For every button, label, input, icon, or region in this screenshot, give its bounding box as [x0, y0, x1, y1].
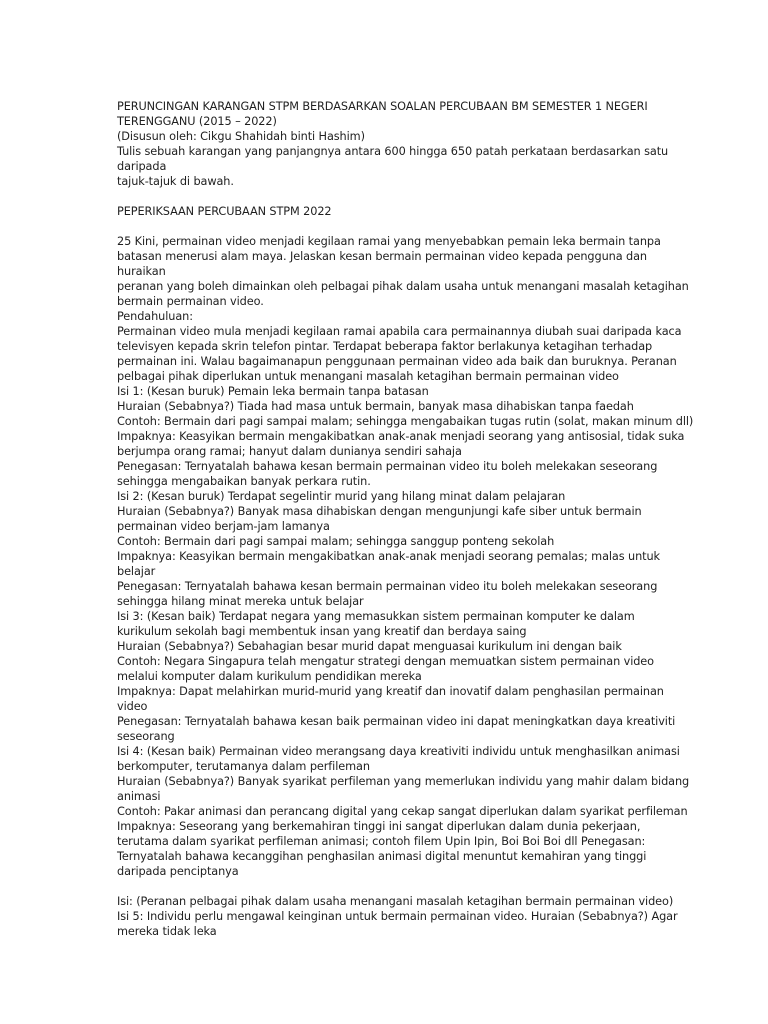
text-line: melalui komputer dalam kurikulum pendidikan mereka — [117, 670, 422, 683]
text-line: Isi 1: (Kesan buruk) Pemain leka bermain tanpa batasan — [117, 385, 429, 398]
text-line: Isi: (Peranan pelbagai pihak dalam usaha menangani masalah ketagihan bermain permainan video) — [117, 895, 674, 908]
text-line: kurikulum sekolah bagi membentuk insan yang kreatif dan berdaya saing — [117, 625, 527, 638]
text-line: batasan menerusi alam maya. Jelaskan kesan bermain permainan video kepada pengguna dan — [117, 250, 647, 263]
text-line: peranan yang boleh dimainkan oleh pelbagai pihak dalam usaha untuk menangani masalah ketagihan — [117, 280, 689, 293]
text-line: sehingga hilang minat mereka untuk belajar — [117, 595, 364, 608]
text-line: belajar — [117, 565, 156, 578]
text-line: permainan ini. Walau bagaimanapun penggunaan permainan video ada baik dan buruknya. Peranan — [117, 355, 677, 368]
text-line: Impaknya: Keasyikan bermain mengakibatkan anak-anak menjadi seorang pemalas; malas untuk — [117, 550, 660, 563]
text-line: mereka tidak leka — [117, 925, 217, 938]
text-line: terutama dalam syarikat perfileman animasi; contoh filem Upin Ipin, Boi Boi Boi dll Penegasan: — [117, 835, 646, 848]
text-line: Isi 4: (Kesan baik) Permainan video merangsang daya kreativiti individu untuk menghasilkan animasi — [117, 745, 680, 758]
text-line: video — [117, 700, 148, 713]
text-line: bermain permainan video. — [117, 295, 264, 308]
text-line: sehingga mengabaikan banyak perkara rutin. — [117, 475, 371, 488]
text-line: pelbagai pihak diperlukan untuk menangani masalah ketagihan bermain permainan video — [117, 370, 619, 383]
text-line: Penegasan: Ternyatalah bahawa kesan bermain permainan video itu boleh melekakan seseorang — [117, 460, 658, 473]
text-line: daripada — [117, 160, 167, 173]
text-line: permainan video berjam-jam lamanya — [117, 520, 330, 533]
text-line: daripada penciptanya — [117, 865, 239, 878]
text-line: Huraian (Sebabnya?) Tiada had masa untuk bermain, banyak masa dihabiskan tanpa faedah — [117, 400, 634, 413]
text-line: Contoh: Bermain dari pagi sampai malam; sehingga sanggup ponteng sekolah — [117, 535, 555, 548]
text-line: Impaknya: Seseorang yang berkemahiran tinggi ini sangat diperlukan dalam dunia pekerjaan, — [117, 820, 641, 833]
text-line: televisyen kepada skrin telefon pintar. Terdapat beberapa faktor berlakunya ketagihan terhadap — [117, 340, 653, 353]
blank-line — [117, 879, 657, 894]
text-line: Contoh: Negara Singapura telah mengatur strategi dengan memuatkan sistem permainan video — [117, 655, 654, 668]
text-line: (Disusun oleh: Cikgu Shahidah binti Hashim) — [117, 130, 365, 143]
blank-line — [117, 219, 657, 234]
text-line: Ternyatalah bahawa kecanggihan penghasilan animasi digital menuntut kemahiran yang tinggi — [117, 850, 647, 863]
blank-line — [117, 189, 657, 204]
text-line: Tulis sebuah karangan yang panjangnya antara 600 hingga 650 patah perkataan berdasarkan satu — [117, 145, 669, 158]
text-line: huraikan — [117, 265, 166, 278]
text-line: Permainan video mula menjadi kegilaan ramai apabila cara permainannya diubah suai daripada kaca — [117, 325, 682, 338]
text-line: tajuk-tajuk di bawah. — [117, 175, 234, 188]
text-line: animasi — [117, 790, 161, 803]
text-line: Contoh: Pakar animasi dan perancang digital yang cekap sangat diperlukan dalam syarikat perfileman — [117, 805, 688, 818]
text-line: Contoh: Bermain dari pagi sampai malam; sehingga mengabaikan tugas rutin (solat, makan minum dll) — [117, 415, 694, 428]
text-line: Huraian (Sebabnya?) Banyak syarikat perfileman yang memerlukan individu yang mahir dalam bidang — [117, 775, 690, 788]
document-body — [117, 99, 694, 939]
text-line: 25 Kini, permainan video menjadi kegilaan ramai yang menyebabkan pemain leka bermain tanpa — [117, 235, 661, 248]
text-line: Pendahuluan: — [117, 310, 193, 323]
text-line: Huraian (Sebabnya?) Banyak masa dihabiskan dengan mengunjungi kafe siber untuk bermain — [117, 505, 642, 518]
text-line: Impaknya: Keasyikan bermain mengakibatkan anak-anak menjadi seorang yang antisosial, tidak suka — [117, 430, 685, 443]
text-line: berjumpa orang ramai; hanyut dalam dunianya sendiri sahaja — [117, 445, 462, 458]
text-line: berkomputer, terutamanya dalam perfileman — [117, 760, 370, 773]
text-line: PEPERIKSAAN PERCUBAAN STPM 2022 — [117, 205, 332, 218]
text-line: seseorang — [117, 730, 175, 743]
text-line: Isi 2: (Kesan buruk) Terdapat segelintir murid yang hilang minat dalam pelajaran — [117, 490, 566, 503]
text-line: Isi 5: Individu perlu mengawal keinginan untuk bermain permainan video. Huraian (Sebabnya?) Agar — [117, 910, 678, 923]
text-line: Penegasan: Ternyatalah bahawa kesan bermain permainan video itu boleh melekakan seseorang — [117, 580, 658, 593]
text-line: TERENGGANU (2015 – 2022) — [117, 115, 277, 128]
text-line: Penegasan: Ternyatalah bahawa kesan baik permainan video ini dapat meningkatkan daya kreativiti — [117, 715, 676, 728]
text-line: PERUNCINGAN KARANGAN STPM BERDASARKAN SOALAN PERCUBAAN BM SEMESTER 1 NEGERI — [117, 100, 648, 113]
text-line: Impaknya: Dapat melahirkan murid-murid yang kreatif dan inovatif dalam penghasilan permainan — [117, 685, 664, 698]
text-line: Isi 3: (Kesan baik) Terdapat negara yang memasukkan sistem permainan komputer ke dalam — [117, 610, 635, 623]
text-line: Huraian (Sebabnya?) Sebahagian besar murid dapat menguasai kurikulum ini dengan baik — [117, 640, 622, 653]
